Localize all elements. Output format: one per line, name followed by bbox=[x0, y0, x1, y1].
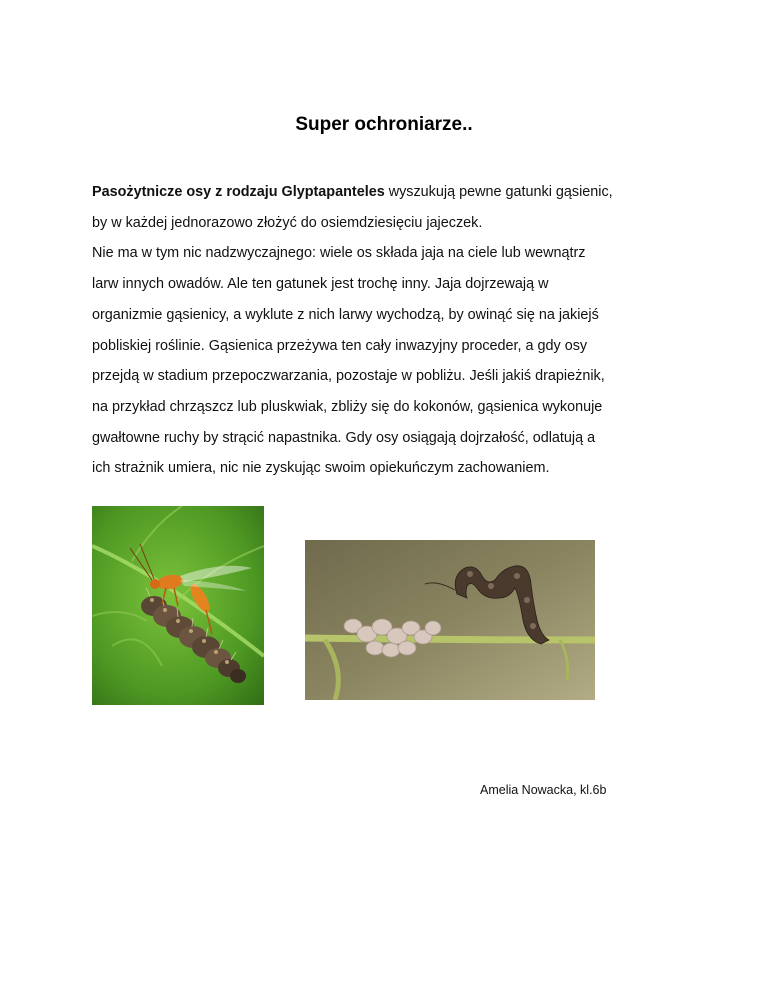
paragraph-line-3: Nie ma w tym nic nadzwyczajnego: wiele os składa jaja na ciele lub wewnątrz bbox=[92, 245, 586, 262]
paragraph-line-10: ich strażnik umiera, nic nie zyskując swoim opiekuńczym zachowaniem. bbox=[92, 460, 550, 477]
paragraph-line-5: organizmie gąsienicy, a wyklute z nich larwy wychodzą, by owinąć się na jakiejś bbox=[92, 306, 599, 323]
paragraph-line-6: pobliskiej roślinie. Gąsienica przeżywa ten cały inwazyjny proceder, a gdy osy bbox=[92, 337, 588, 354]
paragraph-line-4: larw innych owadów. Ale ten gatunek jest trochę inny. Jaja dojrzewają w bbox=[92, 276, 549, 293]
caterpillar-cocoons-photo bbox=[305, 540, 595, 700]
paragraph-line-7: przejdą w stadium przepoczwarzania, pozostaje w pobliżu. Jeśli jakiś drapieżnik, bbox=[92, 368, 605, 385]
paragraph-line-9: gwałtowne ruchy by strącić napastnika. Gdy osy osiągają dojrzałość, odlatują a bbox=[92, 429, 596, 446]
wasp-caterpillar-photo bbox=[92, 506, 264, 705]
paragraph-line-2: by w każdej jednorazowo złożyć do osiemdziesięciu jajeczek. bbox=[92, 214, 483, 231]
paragraph-line-1 bbox=[92, 177, 692, 208]
line-1-text: wyszukują pewne gatunki gąsienic, bbox=[384, 184, 613, 200]
author-signature: Amelia Nowacka, kl.6b bbox=[480, 783, 607, 797]
bold-lead: Pasożytnicze osy z rodzaju Glyptapanteles bbox=[92, 184, 385, 200]
paragraph-line-8: na przykład chrząszcz lub pluskwiak, zbliży się do kokonów, gąsienica wykonuje bbox=[92, 398, 603, 415]
page-title: Super ochroniarze.. bbox=[295, 114, 473, 135]
body-paragraph bbox=[92, 177, 692, 484]
